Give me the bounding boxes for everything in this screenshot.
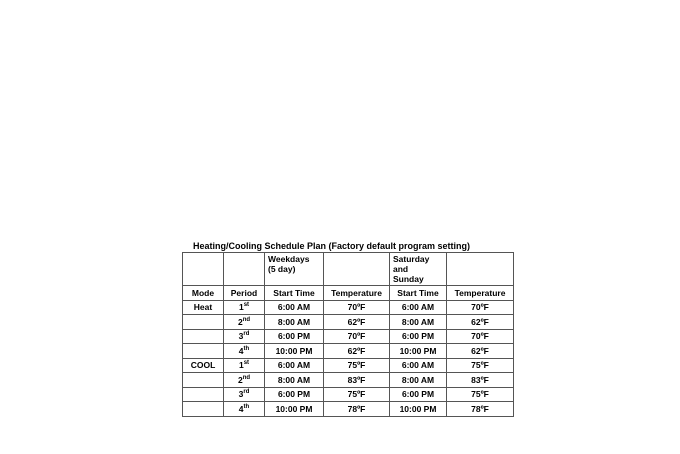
weekday-start-time-cell: 6:00 AM — [265, 300, 324, 315]
period-suffix: nd — [242, 316, 251, 323]
group-header-weekend — [390, 253, 447, 286]
period-cell — [224, 344, 265, 359]
period-suffix: th — [243, 345, 250, 352]
period-number: 1 — [238, 302, 244, 313]
period-cell — [224, 387, 265, 402]
weekday-start-time-cell: 10:00 PM — [265, 402, 324, 417]
group-header-blank-weekday-temp — [324, 253, 390, 286]
weekend-temperature-cell: 62ºF — [447, 344, 514, 359]
table-row — [183, 402, 514, 417]
mode-cell — [183, 315, 224, 330]
weekend-temperature-cell: 83ºF — [447, 373, 514, 388]
weekdays-label-line1: Weekdays — [268, 254, 310, 264]
period-suffix: rd — [243, 331, 250, 338]
period-number: 1 — [238, 360, 244, 371]
weekend-temperature-cell: 78ºF — [447, 402, 514, 417]
weekend-temperature-cell: 62ºF — [447, 315, 514, 330]
mode-cell — [183, 402, 224, 417]
weekday-temperature-cell: 62ºF — [324, 315, 390, 330]
period-number: 3 — [238, 331, 244, 342]
weekend-temperature-cell: 70ºF — [447, 329, 514, 344]
column-header-weekday-temperature: Temperature — [324, 286, 390, 301]
schedule-table-body — [183, 253, 514, 417]
mode-cell: COOL — [183, 358, 224, 373]
weekend-label-line1: Saturday — [393, 254, 430, 264]
group-header-blank-period — [224, 253, 265, 286]
period-cell — [224, 315, 265, 330]
period-suffix: rd — [243, 389, 250, 396]
weekday-temperature-cell: 78ºF — [324, 402, 390, 417]
weekend-start-time-cell: 10:00 PM — [390, 344, 447, 359]
column-header-period: Period — [224, 286, 265, 301]
period-suffix: nd — [242, 374, 251, 381]
weekday-start-time-cell: 6:00 AM — [265, 358, 324, 373]
group-header-weekdays — [265, 253, 324, 286]
table-row — [183, 387, 514, 402]
weekend-start-time-cell: 6:00 PM — [390, 329, 447, 344]
table-title: Heating/Cooling Schedule Plan (Factory default program setting) — [193, 241, 471, 251]
weekend-label-line2: and — [393, 264, 409, 274]
table-row — [183, 300, 514, 315]
group-header-blank-weekend-temp — [447, 253, 514, 286]
table-row — [183, 373, 514, 388]
weekend-start-time-cell: 6:00 PM — [390, 387, 447, 402]
period-suffix: st — [243, 302, 250, 309]
weekend-label-line3: Sunday — [393, 274, 424, 284]
mode-cell — [183, 373, 224, 388]
group-header-blank-mode — [183, 253, 224, 286]
weekday-start-time-cell: 6:00 PM — [265, 329, 324, 344]
weekday-temperature-cell: 75ºF — [324, 387, 390, 402]
column-header-weekend-temperature: Temperature — [447, 286, 514, 301]
column-header-row — [183, 286, 514, 301]
weekday-start-time-cell: 6:00 PM — [265, 387, 324, 402]
weekday-start-time-cell: 10:00 PM — [265, 344, 324, 359]
period-suffix: st — [243, 360, 250, 367]
table-row — [183, 315, 514, 330]
weekend-start-time-cell: 6:00 AM — [390, 300, 447, 315]
weekday-temperature-cell: 70ºF — [324, 329, 390, 344]
period-number: 2 — [237, 316, 243, 327]
weekend-temperature-cell: 75ºF — [447, 358, 514, 373]
weekend-start-time-cell: 10:00 PM — [390, 402, 447, 417]
period-number: 4 — [238, 403, 244, 414]
weekend-start-time-cell: 8:00 AM — [390, 315, 447, 330]
weekday-temperature-cell: 83ºF — [324, 373, 390, 388]
period-number: 4 — [238, 345, 244, 356]
weekend-start-time-cell: 8:00 AM — [390, 373, 447, 388]
column-header-weekend-start-time: Start Time — [390, 286, 447, 301]
weekday-temperature-cell: 62ºF — [324, 344, 390, 359]
period-number: 3 — [238, 389, 244, 400]
column-header-mode: Mode — [183, 286, 224, 301]
period-cell — [224, 300, 265, 315]
weekend-temperature-cell: 70ºF — [447, 300, 514, 315]
period-cell — [224, 402, 265, 417]
group-header-row — [183, 253, 514, 286]
period-cell — [224, 358, 265, 373]
mode-cell: Heat — [183, 300, 224, 315]
weekday-temperature-cell: 70ºF — [324, 300, 390, 315]
weekend-temperature-cell: 75ºF — [447, 387, 514, 402]
weekdays-label-line2: (5 day) — [268, 264, 296, 274]
mode-cell — [183, 329, 224, 344]
mode-cell — [183, 344, 224, 359]
period-suffix: th — [243, 403, 250, 410]
table-row — [183, 329, 514, 344]
weekend-start-time-cell: 6:00 AM — [390, 358, 447, 373]
period-number: 2 — [237, 374, 243, 385]
table-row — [183, 344, 514, 359]
weekday-start-time-cell: 8:00 AM — [265, 315, 324, 330]
mode-cell — [183, 387, 224, 402]
weekday-temperature-cell: 75ºF — [324, 358, 390, 373]
schedule-table — [182, 252, 514, 417]
period-cell — [224, 329, 265, 344]
column-header-weekday-start-time: Start Time — [265, 286, 324, 301]
period-cell — [224, 373, 265, 388]
weekday-start-time-cell: 8:00 AM — [265, 373, 324, 388]
table-row — [183, 358, 514, 373]
